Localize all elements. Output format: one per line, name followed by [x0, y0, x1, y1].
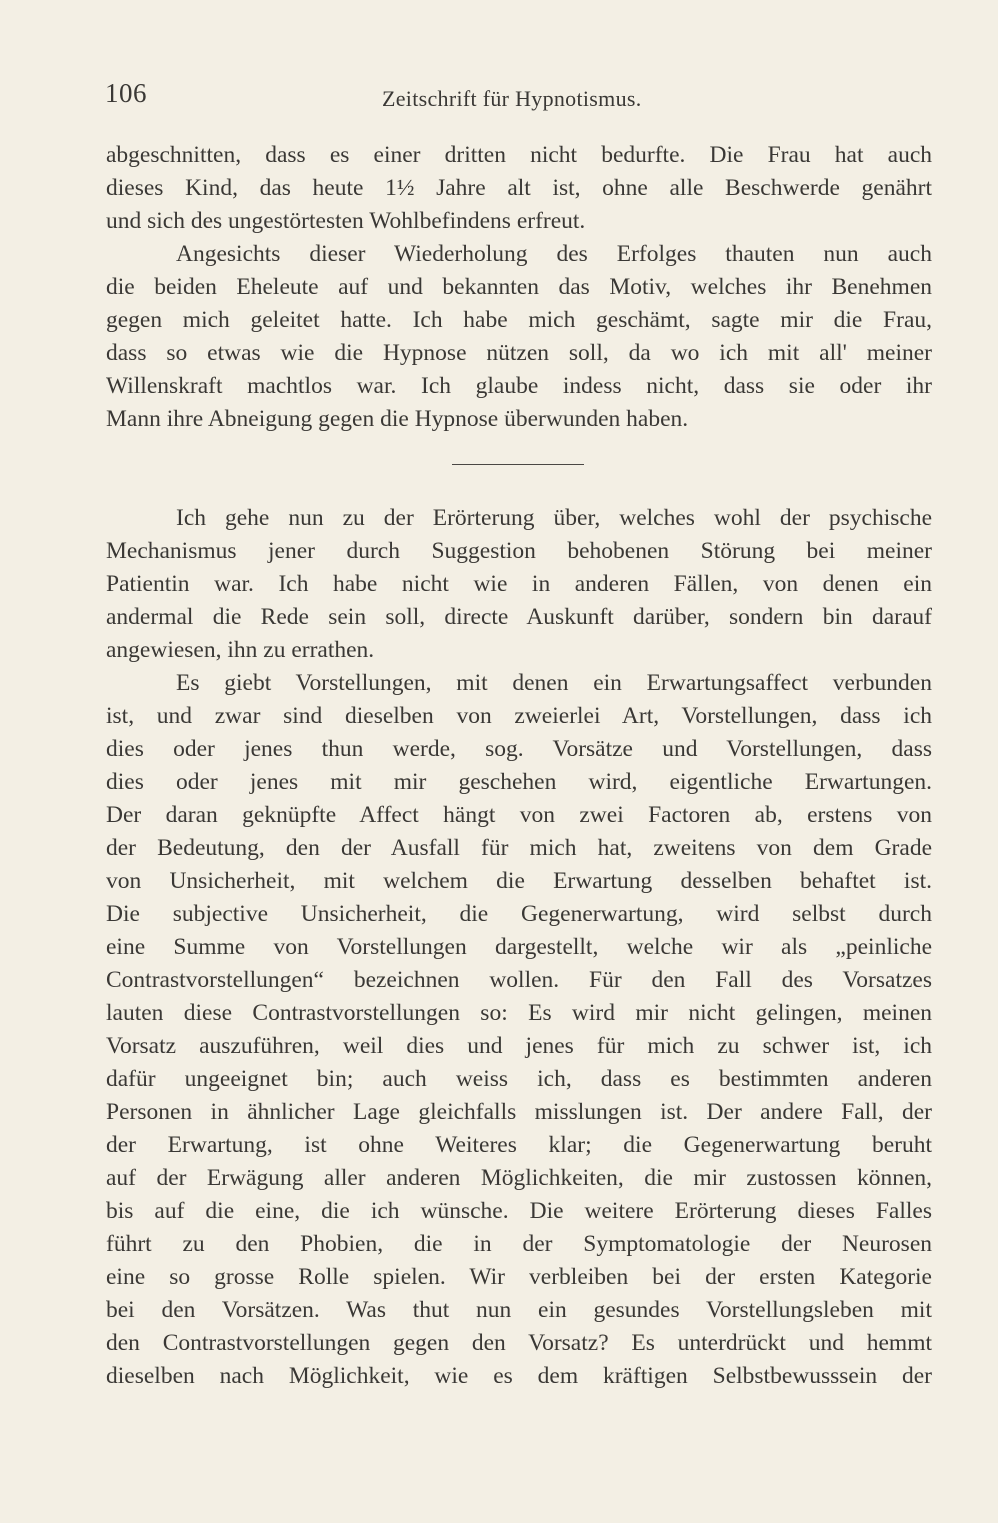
text-line: Der daran geknüpfte Affect hängt von zwei Factoren ab, erstens von	[106, 802, 932, 828]
text-line: bei den Vorsätzen. Was thut nun ein gesundes Vorstellungsleben mit	[106, 1297, 932, 1323]
text-line: dies oder jenes thun werde, sog. Vorsätze und Vorstellungen, dass	[106, 736, 932, 762]
text-line: der Bedeutung, den der Ausfall für mich hat, zweitens von dem Grade	[106, 835, 932, 861]
text-line: Willenskraft machtlos war. Ich glaube indess nicht, dass sie oder ihr	[106, 373, 932, 399]
text-line: ist, und zwar sind dieselben von zweierlei Art, Vorstellungen, dass ich	[106, 703, 932, 729]
text-line: die beiden Eheleute auf und bekannten das Motiv, welches ihr Benehmen	[106, 274, 932, 300]
text-line: führt zu den Phobien, die in der Symptomatologie der Neurosen	[106, 1231, 932, 1257]
text-line: von Unsicherheit, mit welchem die Erwartung desselben behaftet ist.	[106, 868, 932, 894]
text-line: dass so etwas wie die Hypnose nützen soll, da wo ich mit all' meiner	[106, 340, 932, 366]
running-title: Zeitschrift für Hypnotismus.	[382, 86, 642, 111]
text-line: Angesichts dieser Wiederholung des Erfolges thauten nun auch	[176, 241, 932, 267]
page-number: 106	[105, 78, 147, 108]
text-line: abgeschnitten, dass es einer dritten nicht bedurfte. Die Frau hat auch	[106, 142, 932, 168]
text-line: dafür ungeeignet bin; auch weiss ich, dass es bestimmten anderen	[106, 1066, 932, 1092]
text-line: dies oder jenes mit mir geschehen wird, eigentliche Erwartungen.	[106, 769, 932, 795]
section-divider	[452, 464, 584, 465]
text-line: gegen mich geleitet hatte. Ich habe mich geschämt, sagte mir die Frau,	[106, 307, 932, 333]
text-line: angewiesen, ihn zu errathen.	[106, 637, 375, 663]
text-line: Mann ihre Abneigung gegen die Hypnose überwunden haben.	[106, 406, 689, 432]
text-block-one	[106, 139, 932, 436]
text-line: Contrastvorstellungen“ bezeichnen wollen. Für den Fall des Vorsatzes	[106, 967, 932, 993]
text-block-two	[106, 502, 932, 1393]
text-line: Patientin war. Ich habe nicht wie in anderen Fällen, von denen ein	[106, 571, 932, 597]
text-line: lauten diese Contrastvorstellungen so: Es wird mir nicht gelingen, meinen	[106, 1000, 932, 1026]
text-line: bis auf die eine, die ich wünsche. Die weitere Erörterung dieses Falles	[106, 1198, 932, 1224]
text-line: Die subjective Unsicherheit, die Gegenerwartung, wird selbst durch	[106, 901, 932, 927]
text-line: andermal die Rede sein soll, directe Auskunft darüber, sondern bin darauf	[106, 604, 932, 630]
text-line: Mechanismus jener durch Suggestion behobenen Störung bei meiner	[106, 538, 932, 564]
text-line: eine so grosse Rolle spielen. Wir verbleiben bei der ersten Kategorie	[106, 1264, 932, 1290]
text-line: Ich gehe nun zu der Erörterung über, welches wohl der psychische	[176, 505, 932, 531]
text-line: und sich des ungestörtesten Wohlbefindens erfreut.	[106, 208, 586, 234]
text-line: dieselben nach Möglichkeit, wie es dem kräftigen Selbstbewusssein der	[106, 1363, 932, 1389]
text-line: der Erwartung, ist ohne Weiteres klar; die Gegenerwartung beruht	[106, 1132, 932, 1158]
text-line: Vorsatz auszuführen, weil dies und jenes für mich zu schwer ist, ich	[106, 1033, 932, 1059]
text-line: Es giebt Vorstellungen, mit denen ein Erwartungsaffect verbunden	[176, 670, 932, 696]
text-line: dieses Kind, das heute 1½ Jahre alt ist, ohne alle Beschwerde genährt	[106, 175, 932, 201]
text-line: Personen in ähnlicher Lage gleichfalls misslungen ist. Der andere Fall, der	[106, 1099, 932, 1125]
text-line: eine Summe von Vorstellungen dargestellt, welche wir als „peinliche	[106, 934, 932, 960]
text-line: den Contrastvorstellungen gegen den Vorsatz? Es unterdrückt und hemmt	[106, 1330, 932, 1356]
text-line: auf der Erwägung aller anderen Möglichkeiten, die mir zustossen können,	[106, 1165, 932, 1191]
